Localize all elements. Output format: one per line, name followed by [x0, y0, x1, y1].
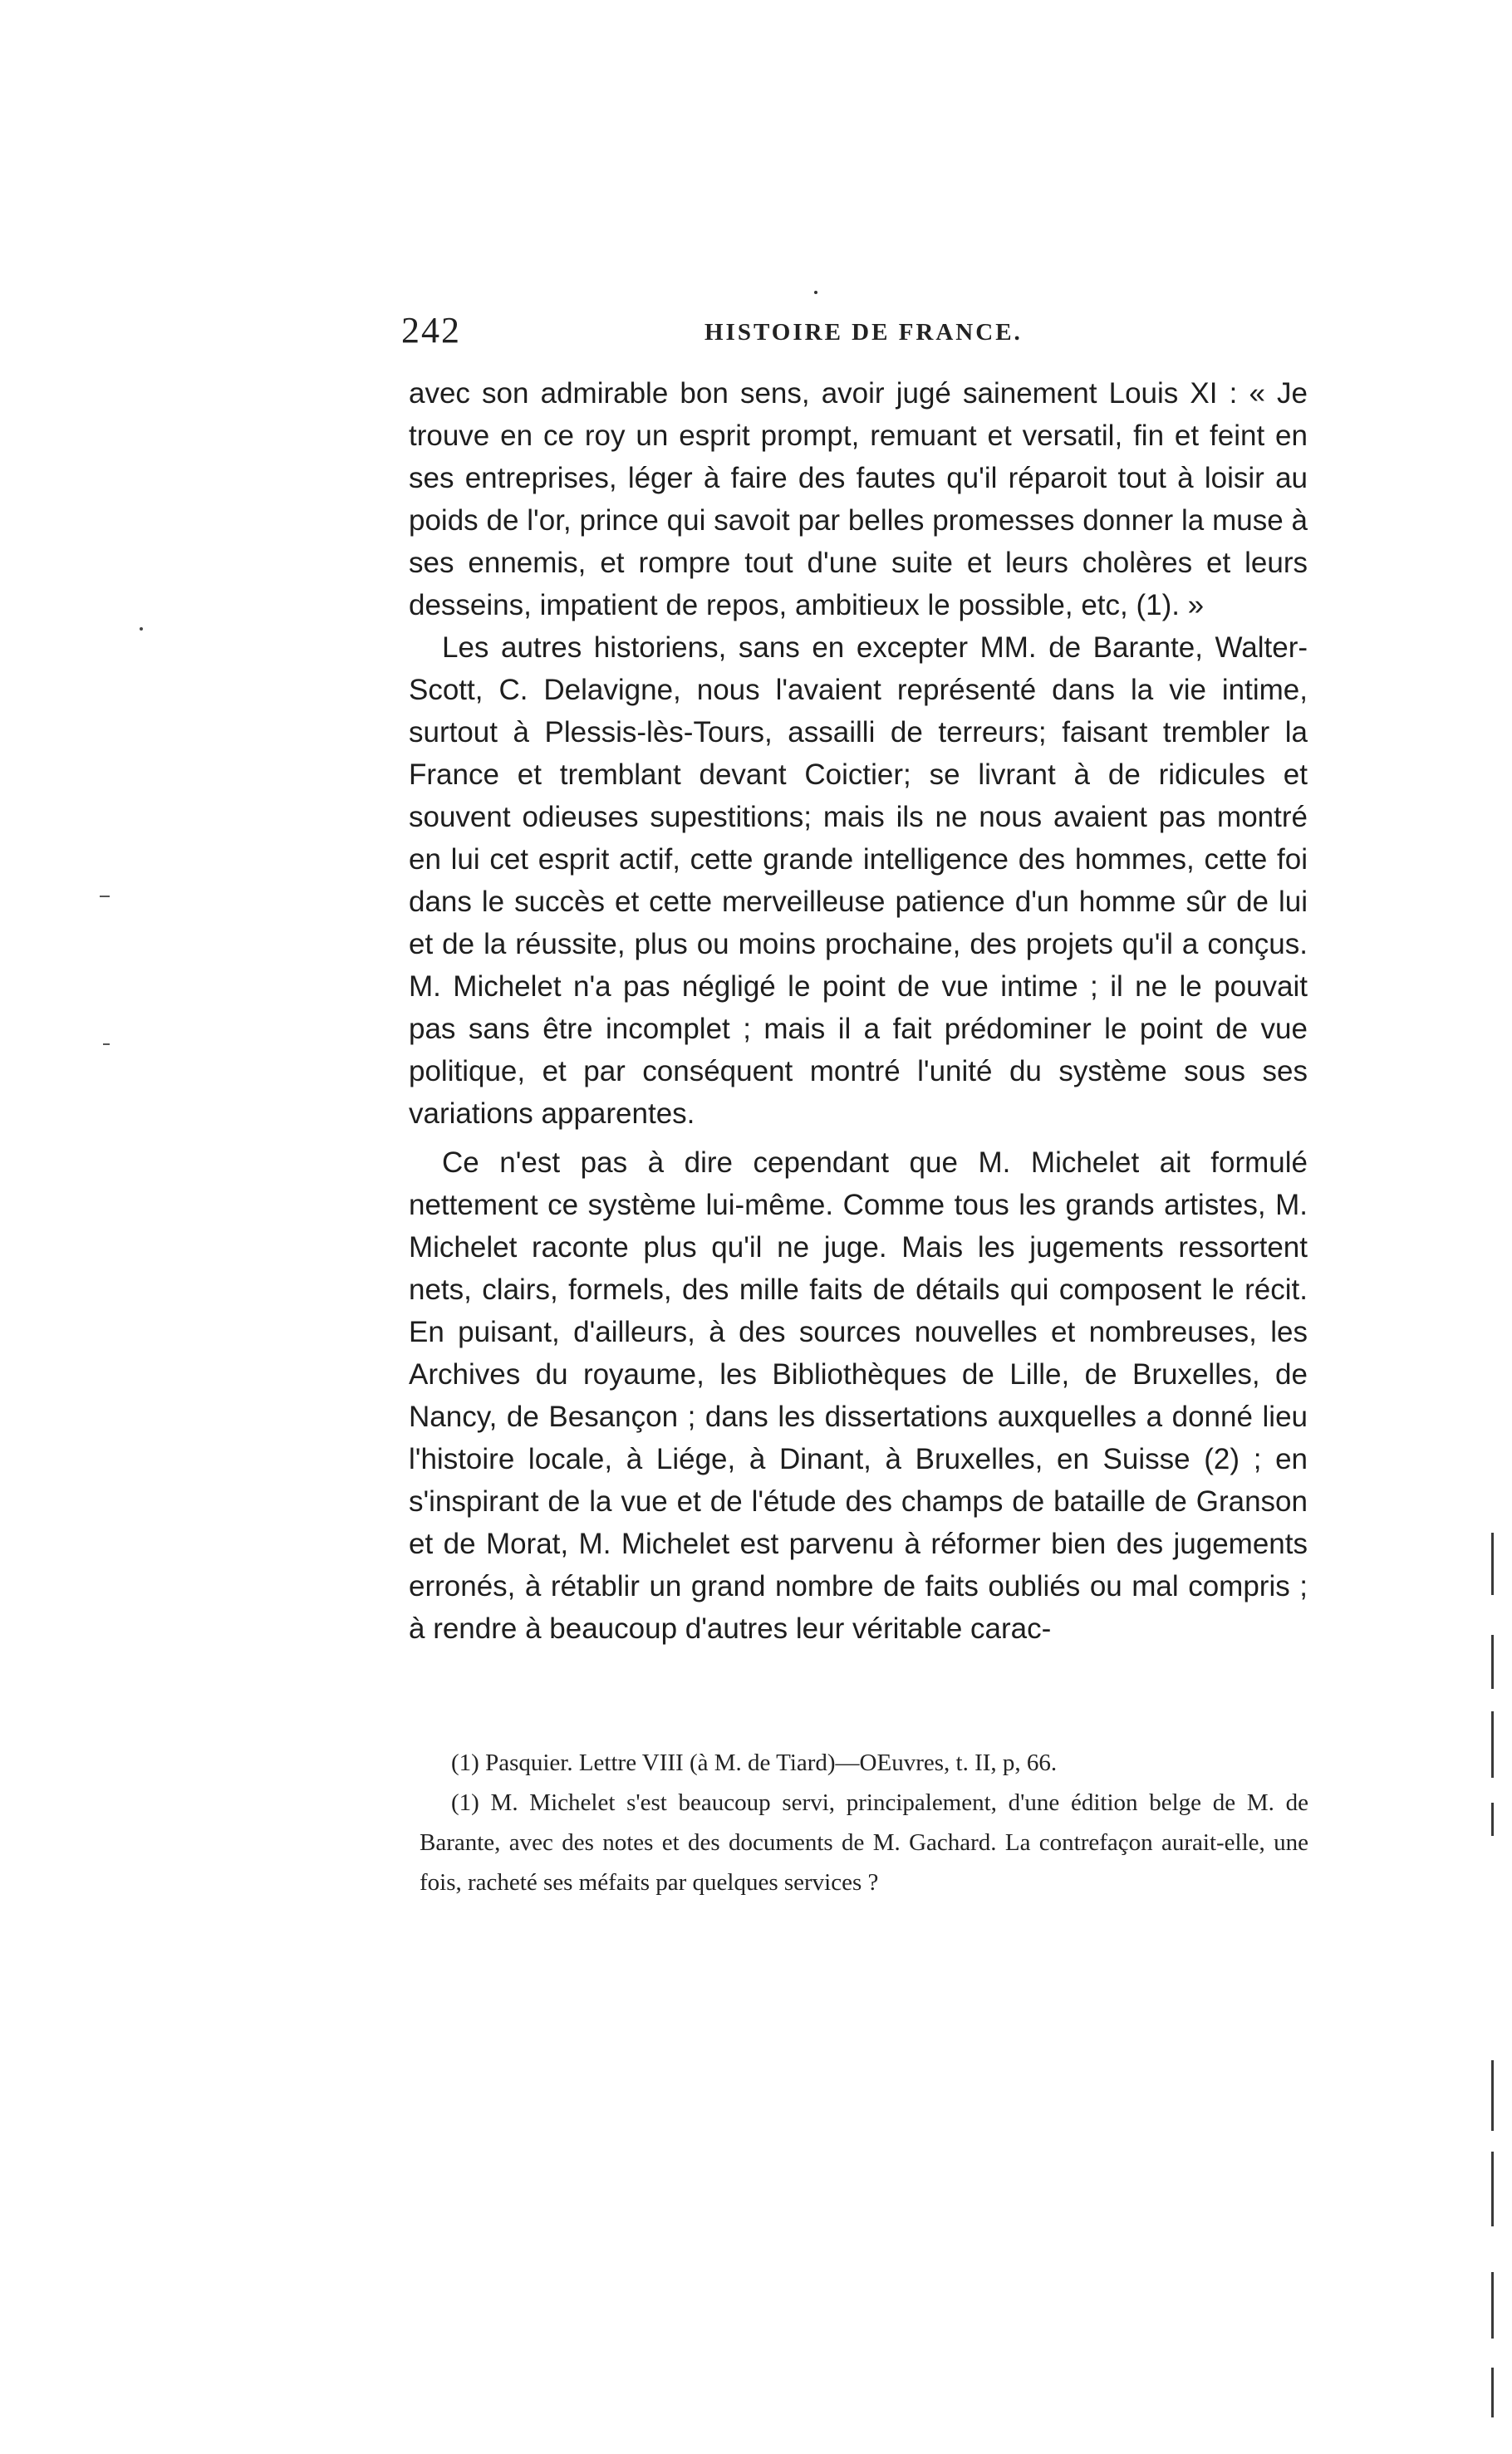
page-number: 242: [401, 310, 461, 351]
footnote: (1) M. Michelet s'est beaucoup servi, principalement, d'une édition belge de M. de Barante, avec des notes et des documents de M. Gachard. La contrefaçon aurait-elle, une fois, racheté ses méfaits par quelques services ?: [420, 1789, 1308, 1896]
main-text: [409, 372, 1308, 1650]
paragraph: Les autres historiens, sans en excepter MM. de Barante, Walter-Scott, C. Delavigne, nous l'avaient représenté dans la vie intime, surtout à Plessis-lès-Tours, assailli de terreurs; faisant trembler la France et tremblant devant Coictier; se livrant à de ridicules et souvent odieuses supestitions; mais ils ne nous avaient pas montré en lui cet esprit actif, cette grande intelligence des hommes, cette foi dans le succès et cette merveilleuse patience d'un homme sûr de lui et de la réussite, plus ou moins prochaine, des projets qu'il a conçus. M. Michelet n'a pas négligé le point de vue intime ; il ne le pouvait pas sans être incomplet ; mais il a fait prédominer le point de vue politique, et par conséquent montré l'unité du système sous ses variations apparentes.: [409, 631, 1308, 1130]
scan-edge-mark: [1491, 2272, 1494, 2339]
scan-edge-mark: [1491, 2152, 1494, 2226]
scan-edge-mark: [1491, 2368, 1494, 2417]
paragraph: avec son admirable bon sens, avoir jugé sainement Louis XI : « Je trouve en ce roy un esprit prompt, remuant et versatil, fin et feint en ses entreprises, léger à faire des fautes qu'il réparoit tout à loisir au poids de l'or, prince qui savoit par belles promesses donner la muse à ses ennemis, et rompre tout d'une suite et leurs cholères et leurs desseins, impatient de repos, ambitieux le possible, etc, (1). »: [409, 377, 1308, 621]
margin-speck: [140, 627, 143, 631]
scan-edge-mark: [1491, 2060, 1494, 2131]
margin-tick: [100, 896, 110, 897]
footnote: (1) Pasquier. Lettre VIII (à M. de Tiard)—OEuvres, t. II, p, 66.: [451, 1750, 1058, 1776]
ink-speck: [814, 291, 817, 294]
page-header: [401, 309, 1315, 359]
scan-edge-mark: [1491, 1533, 1494, 1595]
scan-edge-mark: [1491, 1711, 1494, 1778]
paragraph: Ce n'est pas à dire cependant que M. Michelet ait formulé nettement ce système lui-même. Comme tous les grands artistes, M. Michelet raconte plus qu'il ne juge. Mais les jugements ressortent nets, clairs, formels, des mille faits de détails qui composent le récit. En puisant, d'ailleurs, à des sources nouvelles et nombreuses, les Archives du royaume, les Bibliothèques de Lille, de Bruxelles, de Nancy, de Besançon ; dans les dissertations auxquelles a donné lieu l'histoire locale, à Liége, à Dinant, à Bruxelles, en Suisse (2) ; en s'inspirant de la vue et de l'étude des champs de bataille de Granson et de Morat, M. Michelet est parvenu à réformer bien des jugements erronés, à rétablir un grand nombre de faits oubliés ou mal compris ; à rendre à beaucoup d'autres leur véritable carac-: [409, 1146, 1308, 1645]
margin-tick: [103, 1043, 110, 1045]
scan-edge-mark: [1491, 1803, 1494, 1836]
footnotes: [420, 1743, 1308, 1902]
scan-edge-mark: [1491, 1635, 1494, 1689]
running-title: HISTOIRE DE FRANCE.: [704, 319, 1023, 346]
